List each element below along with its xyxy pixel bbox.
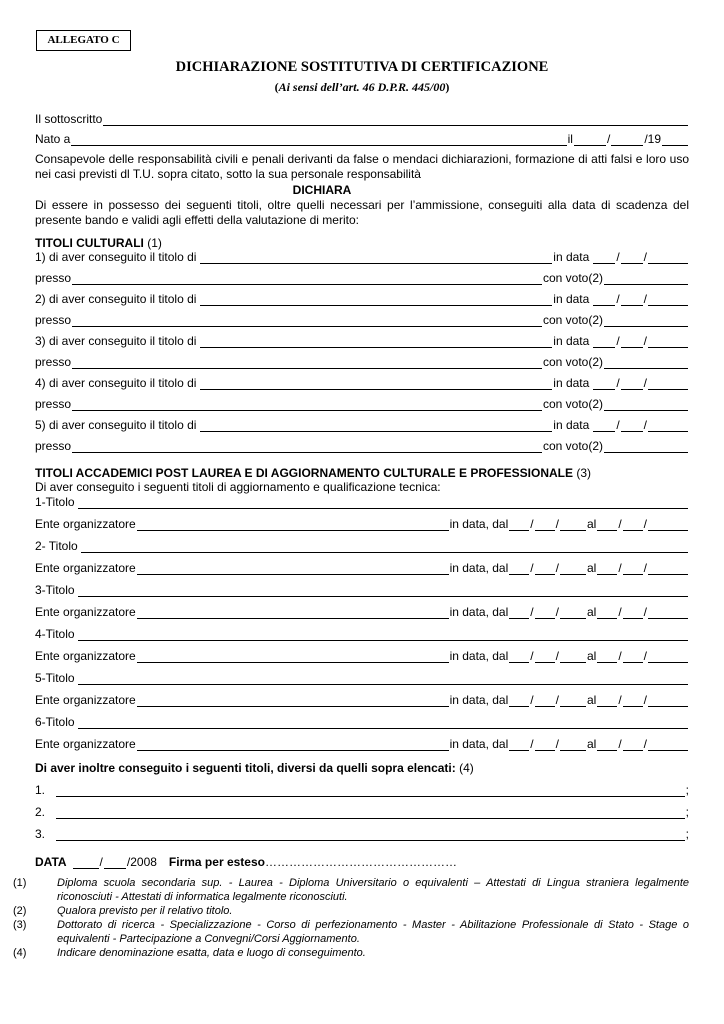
ente-label: Ente organizzatore bbox=[35, 561, 136, 575]
data-label: DATA bbox=[35, 855, 67, 869]
firma-day-field[interactable] bbox=[73, 856, 99, 869]
presso-label: presso bbox=[35, 439, 72, 453]
titolo-accademico-row bbox=[35, 583, 689, 597]
presso-row bbox=[35, 313, 689, 327]
in-data-label: in data bbox=[553, 292, 590, 306]
sottoscritto-row bbox=[35, 112, 689, 126]
firma-year: /2008 bbox=[126, 855, 157, 869]
footnote bbox=[13, 918, 689, 946]
slash-separator: / bbox=[643, 292, 647, 306]
in-data-label: in data bbox=[553, 376, 590, 390]
note-ref: (1) bbox=[147, 236, 162, 250]
dal-month-field[interactable] bbox=[535, 738, 555, 751]
sottoscritto-label: Il sottoscritto bbox=[35, 112, 103, 126]
birth-month-field[interactable] bbox=[611, 133, 643, 146]
al-day-field[interactable] bbox=[597, 650, 617, 663]
slash-separator: / bbox=[643, 605, 647, 619]
presso-label: presso bbox=[35, 271, 72, 285]
slash-separator: / bbox=[643, 376, 647, 390]
altro-titolo-row bbox=[35, 827, 689, 841]
ente-field[interactable] bbox=[137, 518, 449, 531]
presso-field[interactable] bbox=[72, 356, 542, 369]
slash-separator: / bbox=[643, 737, 647, 751]
al-day-field[interactable] bbox=[597, 518, 617, 531]
end-mark: ; bbox=[685, 783, 689, 797]
al-year-field[interactable] bbox=[648, 606, 688, 619]
al-label: al bbox=[586, 693, 597, 707]
slash-separator: / bbox=[616, 418, 620, 432]
titolo-field[interactable] bbox=[200, 251, 552, 264]
in-data-label: in data bbox=[553, 418, 590, 432]
voto-field[interactable] bbox=[604, 314, 688, 327]
year-prefix: /19 bbox=[644, 132, 661, 146]
voto-field[interactable] bbox=[604, 440, 688, 453]
titolo-field[interactable] bbox=[78, 584, 688, 597]
firma-month-field[interactable] bbox=[104, 856, 126, 869]
slash-separator: / bbox=[643, 334, 647, 348]
slash-separator: / bbox=[530, 561, 534, 575]
ente-field[interactable] bbox=[137, 694, 449, 707]
presso-label: presso bbox=[35, 313, 72, 327]
il-label: il bbox=[567, 132, 573, 146]
slash-separator: / bbox=[99, 855, 103, 869]
dal-year-field[interactable] bbox=[560, 738, 586, 751]
al-month-field[interactable] bbox=[623, 606, 643, 619]
titolo-culturale-label: 1) di aver conseguito il titolo di bbox=[35, 250, 197, 264]
al-label: al bbox=[586, 649, 597, 663]
dal-day-field[interactable] bbox=[509, 650, 529, 663]
titolo-culturale-label: 4) di aver conseguito il titolo di bbox=[35, 376, 197, 390]
altro-titolo-number: 3. bbox=[35, 827, 46, 841]
slash-separator: / bbox=[555, 605, 559, 619]
in-data-label: in data bbox=[553, 250, 590, 264]
month-field[interactable] bbox=[621, 377, 643, 390]
al-month-field[interactable] bbox=[623, 738, 643, 751]
titolo-culturale-row bbox=[35, 334, 689, 348]
titolo-culturale-label: 2) di aver conseguito il titolo di bbox=[35, 292, 197, 306]
slash-separator: / bbox=[618, 693, 622, 707]
subtitle-text: Ai sensi dell’art. 46 D.P.R. 445/00 bbox=[278, 80, 446, 94]
footnote-text: Indicare denominazione esatta, data e luogo di conseguimento. bbox=[57, 947, 366, 959]
ente-field[interactable] bbox=[137, 562, 449, 575]
ente-label: Ente organizzatore bbox=[35, 737, 136, 751]
nato-label: Nato a bbox=[35, 132, 71, 146]
slash-separator: / bbox=[555, 561, 559, 575]
titolo-accademico-row bbox=[35, 671, 689, 685]
slash-separator: / bbox=[618, 561, 622, 575]
presso-row bbox=[35, 439, 689, 453]
firma-label: Firma per esteso bbox=[168, 855, 265, 869]
titolo-field[interactable] bbox=[78, 716, 688, 729]
presso-row bbox=[35, 355, 689, 369]
dal-year-field[interactable] bbox=[560, 694, 586, 707]
titolo-culturale-row bbox=[35, 418, 689, 432]
footnote-number: (3) bbox=[13, 919, 27, 931]
slash-separator: / bbox=[555, 649, 559, 663]
presso-label: presso bbox=[35, 355, 72, 369]
year-field[interactable] bbox=[648, 251, 688, 264]
presso-field[interactable] bbox=[72, 440, 542, 453]
dal-day-field[interactable] bbox=[509, 518, 529, 531]
firma-row bbox=[35, 855, 689, 869]
titoli-accademici-title: TITOLI ACCADEMICI POST LAUREA E DI AGGIORNAMENTO CULTURALE E PROFESSIONALE bbox=[35, 466, 574, 480]
al-label: al bbox=[586, 517, 597, 531]
voto-label: con voto(2) bbox=[542, 397, 603, 411]
consapevole-paragraph: Consapevole delle responsabilità civili e penali derivanti da false o mendaci dichiarazioni, formazione di atti falsi e loro uso nei casi previsti dl T.U. sopra citato, sotto la sua personale responsabilità bbox=[35, 152, 689, 181]
dal-label: in data, dal bbox=[449, 561, 509, 575]
dal-year-field[interactable] bbox=[560, 650, 586, 663]
voto-label: con voto(2) bbox=[542, 271, 603, 285]
dal-month-field[interactable] bbox=[535, 606, 555, 619]
footnote-text: Dottorato di ricerca - Specializzazione - Corso di perfezionamento - Master - Abilitazione Professionale di Stato - Stage o equivalenti - Partecipazione a Convegni/Corsi Aggiornamento. bbox=[57, 919, 689, 945]
dal-month-field[interactable] bbox=[535, 694, 555, 707]
slash-separator: / bbox=[530, 693, 534, 707]
possesso-paragraph: Di essere in possesso dei seguenti titoli, oltre quelli necessari per l’ammissione, conseguiti alla data di scadenza del presente bando e validi agli effetti della valutazione di merito: bbox=[35, 198, 689, 227]
titolo-field[interactable] bbox=[200, 419, 552, 432]
al-day-field[interactable] bbox=[597, 694, 617, 707]
titolo-accademico-row bbox=[35, 627, 689, 641]
dal-day-field[interactable] bbox=[509, 694, 529, 707]
dal-day-field[interactable] bbox=[509, 606, 529, 619]
ente-row bbox=[35, 737, 689, 751]
ente-field[interactable] bbox=[137, 650, 449, 663]
al-year-field[interactable] bbox=[648, 694, 688, 707]
titolo-culturale-label: 5) di aver conseguito il titolo di bbox=[35, 418, 197, 432]
voto-label: con voto(2) bbox=[542, 313, 603, 327]
allegato-label: ALLEGATO C bbox=[36, 30, 131, 51]
month-field[interactable] bbox=[621, 335, 643, 348]
titoli-accademici-heading bbox=[35, 466, 591, 480]
ente-row bbox=[35, 517, 689, 531]
slash-separator: / bbox=[530, 649, 534, 663]
titolo-accademico-row bbox=[35, 539, 689, 553]
slash-separator: / bbox=[555, 737, 559, 751]
al-year-field[interactable] bbox=[648, 562, 688, 575]
titolo-field[interactable] bbox=[78, 672, 688, 685]
year-field[interactable] bbox=[648, 419, 688, 432]
presso-row bbox=[35, 271, 689, 285]
dal-label: in data, dal bbox=[449, 693, 509, 707]
ente-label: Ente organizzatore bbox=[35, 693, 136, 707]
dal-label: in data, dal bbox=[449, 517, 509, 531]
titoli-culturali-heading bbox=[35, 236, 162, 250]
dal-year-field[interactable] bbox=[560, 518, 586, 531]
voto-field[interactable] bbox=[604, 356, 688, 369]
al-year-field[interactable] bbox=[648, 650, 688, 663]
titolo-field[interactable] bbox=[81, 540, 688, 553]
slash-separator: / bbox=[643, 561, 647, 575]
presso-field[interactable] bbox=[72, 314, 542, 327]
altro-titolo-row bbox=[35, 805, 689, 819]
slash-separator: / bbox=[555, 517, 559, 531]
titolo-accademico-label: 3-Titolo bbox=[35, 583, 75, 597]
al-month-field[interactable] bbox=[623, 650, 643, 663]
titolo-culturale-label: 3) di aver conseguito il titolo di bbox=[35, 334, 197, 348]
in-data-label: in data bbox=[553, 334, 590, 348]
day-field[interactable] bbox=[593, 377, 615, 390]
titolo-accademico-label: 1-Titolo bbox=[35, 495, 75, 509]
al-label: al bbox=[586, 605, 597, 619]
slash-separator: / bbox=[618, 517, 622, 531]
ente-label: Ente organizzatore bbox=[35, 605, 136, 619]
slash-separator: / bbox=[530, 737, 534, 751]
altro-titolo-field[interactable] bbox=[56, 784, 685, 797]
al-day-field[interactable] bbox=[597, 562, 617, 575]
end-mark: ; bbox=[685, 827, 689, 841]
titolo-accademico-label: 4-Titolo bbox=[35, 627, 75, 641]
note-ref: (4) bbox=[459, 761, 474, 775]
titolo-field[interactable] bbox=[78, 628, 688, 641]
slash-separator: / bbox=[616, 376, 620, 390]
footnote-text: Qualora previsto per il relativo titolo. bbox=[57, 905, 233, 917]
dal-day-field[interactable] bbox=[509, 738, 529, 751]
ente-row bbox=[35, 561, 689, 575]
titolo-accademico-label: 5-Titolo bbox=[35, 671, 75, 685]
altri-titoli-title: Di aver inoltre conseguito i seguenti titoli, diversi da quelli sopra elencati: bbox=[35, 761, 456, 775]
footnote-number: (1) bbox=[13, 877, 27, 889]
day-field[interactable] bbox=[593, 419, 615, 432]
ente-label: Ente organizzatore bbox=[35, 649, 136, 663]
year-field[interactable] bbox=[648, 335, 688, 348]
al-month-field[interactable] bbox=[623, 518, 643, 531]
footnote-number: (2) bbox=[13, 905, 27, 917]
birth-year-field[interactable] bbox=[662, 133, 688, 146]
titolo-accademico-label: 6-Titolo bbox=[35, 715, 75, 729]
slash-separator: / bbox=[643, 517, 647, 531]
titolo-accademico-row bbox=[35, 495, 689, 509]
dal-month-field[interactable] bbox=[535, 650, 555, 663]
titolo-culturale-row bbox=[35, 292, 689, 306]
al-label: al bbox=[586, 737, 597, 751]
voto-field[interactable] bbox=[604, 398, 688, 411]
titoli-accademici-intro: Di aver conseguito i seguenti titoli di aggiornamento e qualificazione tecnica: bbox=[35, 480, 441, 494]
altro-titolo-field[interactable] bbox=[56, 828, 685, 841]
dal-day-field[interactable] bbox=[509, 562, 529, 575]
presso-row bbox=[35, 397, 689, 411]
slash-separator: / bbox=[643, 693, 647, 707]
altro-titolo-number: 2. bbox=[35, 805, 46, 819]
slash-separator: / bbox=[555, 693, 559, 707]
end-mark: ; bbox=[685, 805, 689, 819]
firma-field[interactable]: ………………………………………… bbox=[264, 855, 457, 869]
dal-label: in data, dal bbox=[449, 737, 509, 751]
presso-field[interactable] bbox=[72, 272, 542, 285]
note-ref: (3) bbox=[576, 466, 592, 480]
footnote-text: Diploma scuola secondaria sup. - Laurea - Diploma Universitario o equivalenti – Attestati di Lingua straniera legalmente riconosciuti - Attestati di informatica legalmente riconosciuti. bbox=[57, 877, 689, 903]
year-field[interactable] bbox=[648, 293, 688, 306]
dal-month-field[interactable] bbox=[535, 562, 555, 575]
presso-field[interactable] bbox=[72, 398, 542, 411]
footnote bbox=[13, 904, 689, 918]
altro-titolo-row bbox=[35, 783, 689, 797]
day-field[interactable] bbox=[593, 251, 615, 264]
altro-titolo-field[interactable] bbox=[56, 806, 685, 819]
slash-separator: / bbox=[643, 649, 647, 663]
ente-row bbox=[35, 693, 689, 707]
year-field[interactable] bbox=[648, 377, 688, 390]
day-field[interactable] bbox=[593, 293, 615, 306]
footnote bbox=[13, 946, 689, 960]
dal-year-field[interactable] bbox=[560, 562, 586, 575]
dal-label: in data, dal bbox=[449, 649, 509, 663]
presso-label: presso bbox=[35, 397, 72, 411]
voto-field[interactable] bbox=[604, 272, 688, 285]
titolo-culturale-row bbox=[35, 250, 689, 264]
slash-separator: / bbox=[530, 517, 534, 531]
slash-separator: / bbox=[618, 605, 622, 619]
slash-separator: / bbox=[616, 250, 620, 264]
slash-separator: / bbox=[616, 334, 620, 348]
sottoscritto-field[interactable] bbox=[103, 113, 688, 126]
birth-day-field[interactable] bbox=[574, 133, 606, 146]
titolo-field[interactable] bbox=[200, 377, 552, 390]
slash-separator: / bbox=[618, 649, 622, 663]
footnotes bbox=[13, 876, 689, 960]
voto-label: con voto(2) bbox=[542, 355, 603, 369]
nato-row bbox=[35, 132, 689, 146]
voto-label: con voto(2) bbox=[542, 439, 603, 453]
slash-separator: / bbox=[643, 418, 647, 432]
month-field[interactable] bbox=[621, 419, 643, 432]
titolo-field[interactable] bbox=[78, 496, 688, 509]
titolo-accademico-label: 2- Titolo bbox=[35, 539, 78, 553]
titolo-accademico-row bbox=[35, 715, 689, 729]
slash-separator: / bbox=[616, 292, 620, 306]
ente-label: Ente organizzatore bbox=[35, 517, 136, 531]
ente-field[interactable] bbox=[137, 738, 449, 751]
birthplace-field[interactable] bbox=[71, 133, 566, 146]
dal-label: in data, dal bbox=[449, 605, 509, 619]
titoli-culturali-title: TITOLI CULTURALI bbox=[35, 236, 144, 250]
slash-separator: / bbox=[530, 605, 534, 619]
footnote-number: (4) bbox=[13, 947, 27, 959]
al-day-field[interactable] bbox=[597, 738, 617, 751]
al-day-field[interactable] bbox=[597, 606, 617, 619]
footnote bbox=[13, 876, 689, 904]
slash-separator: / bbox=[618, 737, 622, 751]
slash-separator: / bbox=[606, 132, 611, 146]
dichiara-heading: DICHIARA bbox=[292, 183, 352, 197]
slash-separator: / bbox=[643, 250, 647, 264]
al-year-field[interactable] bbox=[648, 738, 688, 751]
dal-year-field[interactable] bbox=[560, 606, 586, 619]
titolo-field[interactable] bbox=[200, 293, 552, 306]
document-title: DICHIARAZIONE SOSTITUTIVA DI CERTIFICAZIONE bbox=[175, 59, 549, 75]
altro-titolo-number: 1. bbox=[35, 783, 46, 797]
month-field[interactable] bbox=[621, 293, 643, 306]
al-year-field[interactable] bbox=[648, 518, 688, 531]
titolo-field[interactable] bbox=[200, 335, 552, 348]
titolo-culturale-row bbox=[35, 376, 689, 390]
ente-field[interactable] bbox=[137, 606, 449, 619]
al-month-field[interactable] bbox=[623, 562, 643, 575]
dal-month-field[interactable] bbox=[535, 518, 555, 531]
day-field[interactable] bbox=[593, 335, 615, 348]
al-month-field[interactable] bbox=[623, 694, 643, 707]
altri-titoli-heading bbox=[35, 761, 474, 775]
document-subtitle: (Ai sensi dell’art. 46 D.P.R. 445/00) bbox=[274, 80, 450, 94]
ente-row bbox=[35, 605, 689, 619]
al-label: al bbox=[586, 561, 597, 575]
month-field[interactable] bbox=[621, 251, 643, 264]
ente-row bbox=[35, 649, 689, 663]
